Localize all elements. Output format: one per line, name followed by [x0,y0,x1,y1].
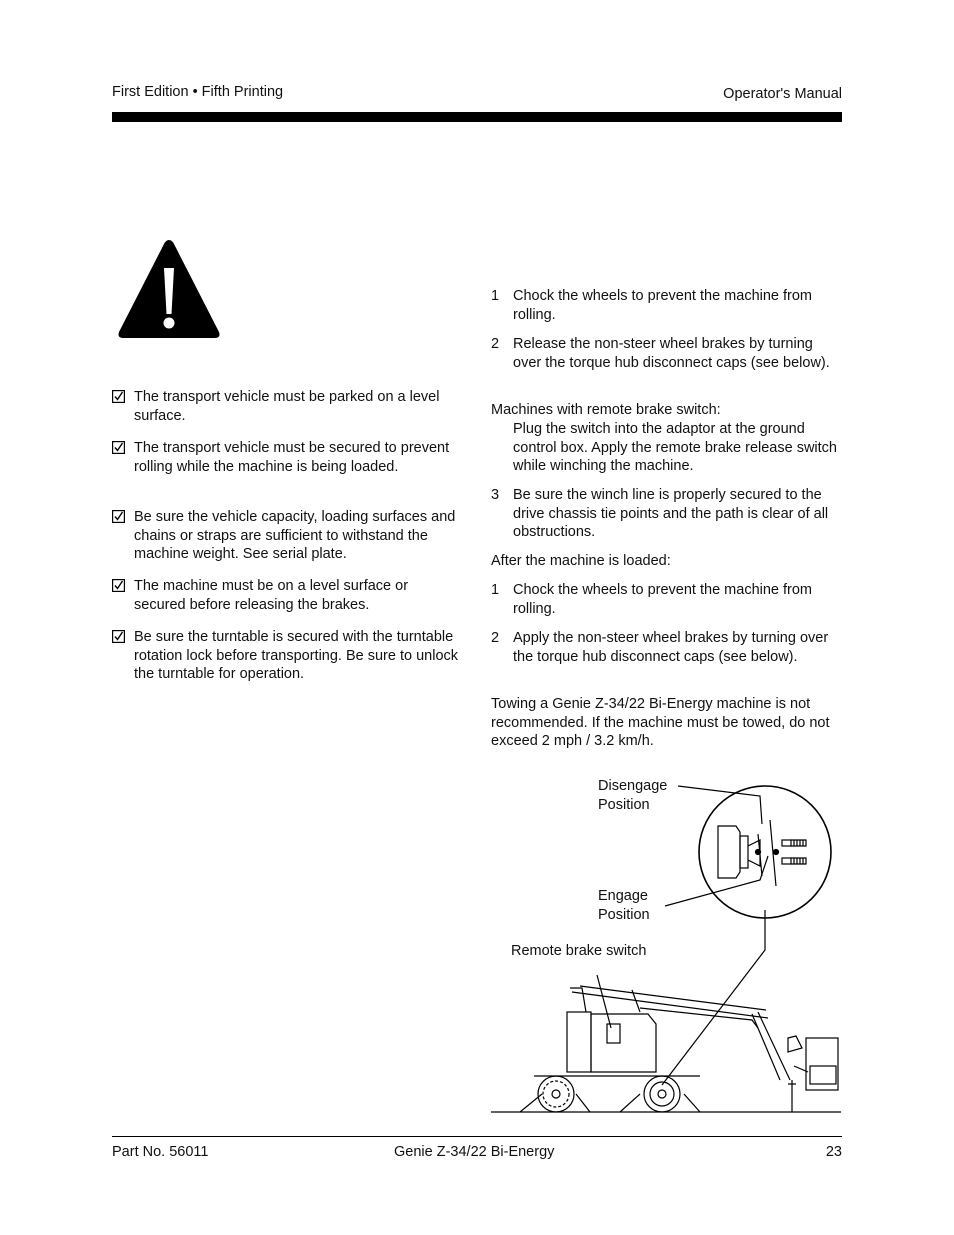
step-item [491,486,841,542]
step-item [491,287,841,324]
checklist-item [112,388,462,425]
label-engage-position: Engage Position [598,888,650,923]
header-manual-title: Operator's Manual [723,86,842,102]
checklist-text: The transport vehicle must be secured to prevent rolling while the machine is being loaded. [134,440,450,475]
footer-rule [112,1136,842,1137]
checklist-text: The transport vehicle must be parked on a level surface. [134,389,440,424]
checklist-item [112,508,462,564]
label-remote-brake-switch: Remote brake switch [511,943,647,959]
checkbox-checked-icon [112,441,125,454]
step-item [491,581,841,618]
checklist-item [112,439,462,476]
header-edition: First Edition • Fifth Printing [112,84,284,100]
step-number: 2 [491,630,500,646]
checklist-text: Be sure the vehicle capacity, loading surfaces and chains or straps are sufficient to withstand the machine weight. See serial plate. [134,509,456,563]
footer-model: Genie Z-34/22 Bi-Energy [394,1144,555,1160]
checklist-item [112,577,462,614]
checkbox-checked-icon [112,390,125,403]
step-number: 3 [491,487,500,503]
checklist-item [112,628,462,684]
footer-part-number: Part No. 56011 [112,1144,209,1160]
step-text: Release the non-steer wheel brakes by turning over the torque hub disconnect caps (see below). [513,336,830,371]
page-number: 23 [825,1144,842,1160]
step-number: 1 [491,288,500,304]
warning-triangle-icon [115,236,223,342]
remote-brake-heading: Machines with remote brake switch: [491,402,721,418]
after-loaded-heading: After the machine is loaded: [491,553,671,569]
step-text: Apply the non-steer wheel brakes by turning over the torque hub disconnect caps (see below). [513,630,829,665]
label-disengage-position: Disengage Position [598,778,668,813]
checklist-text: The machine must be on a level surface or secured before releasing the brakes. [134,578,409,613]
step-number: 2 [491,336,500,352]
remote-brake-text: Plug the switch into the adaptor at the ground control box. Apply the remote brake release switch while winching the machine. [513,421,837,475]
step-item [491,335,841,372]
checkbox-checked-icon [112,510,125,523]
towing-note: Towing a Genie Z-34/22 Bi-Energy machine is not recommended. If the machine must be towed, do not exceed 2 mph / 3.2 km/h. [491,696,830,750]
step-text: Chock the wheels to prevent the machine from rolling. [513,288,813,323]
checkbox-checked-icon [112,579,125,592]
header-rule [112,112,842,122]
checklist-text: Be sure the turntable is secured with the turntable rotation lock before transporting. Be sure to unlock the turntable for operation. [134,629,459,683]
step-number: 1 [491,582,500,598]
step-item [491,629,841,666]
torque-hub-illustration [490,780,842,1120]
step-text: Chock the wheels to prevent the machine from rolling. [513,582,813,617]
checkbox-checked-icon [112,630,125,643]
step-text: Be sure the winch line is properly secured to the drive chassis tie points and the path is clear of all obstructions. [513,487,829,541]
